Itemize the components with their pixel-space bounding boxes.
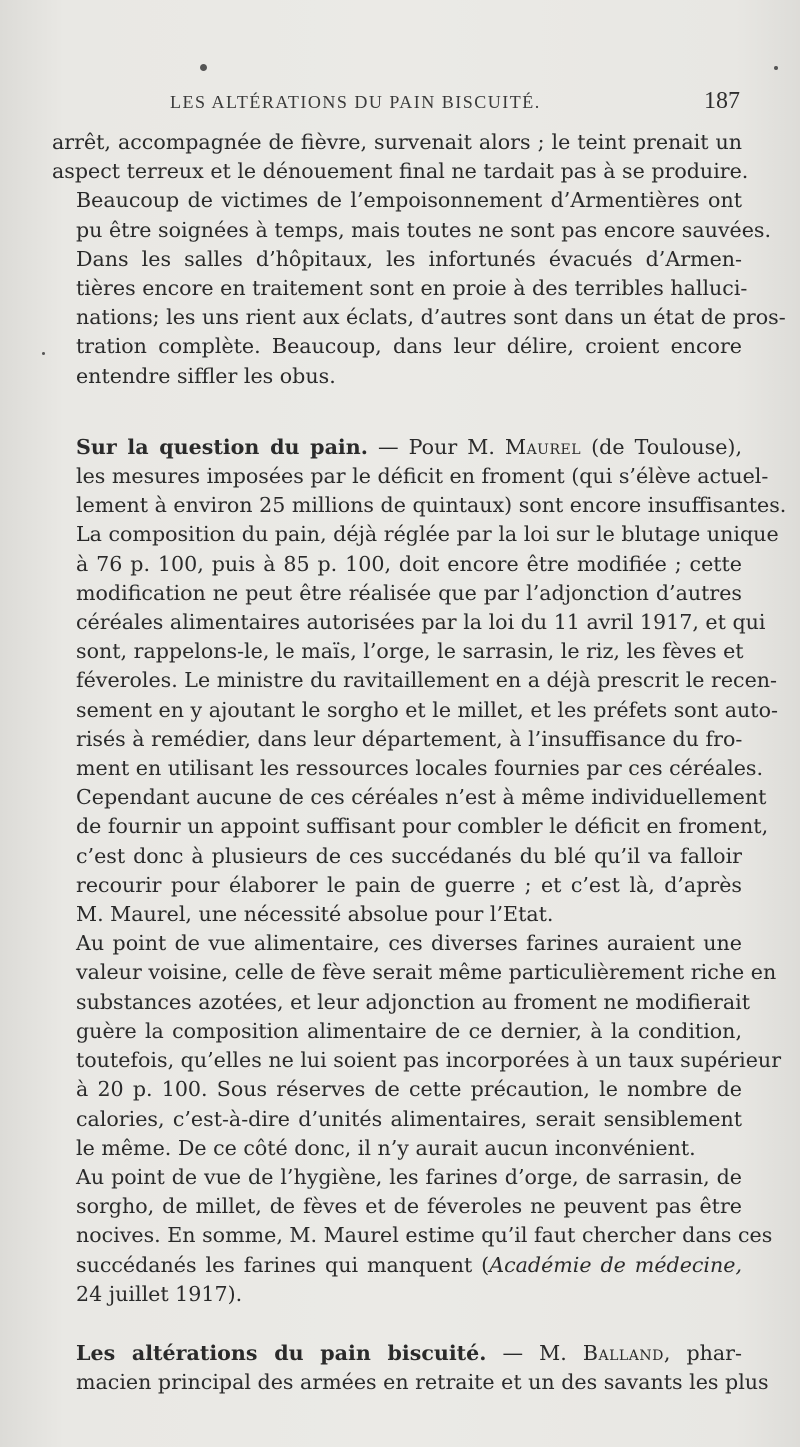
text-line: recourir pour élaborer le pain de guerre ; et c’est là, d’après [76, 872, 742, 897]
section-question-du-pain [52, 433, 787, 929]
text-line: c’est donc à plusieurs de ces succédanés du blé qu’il va falloir [76, 843, 742, 868]
page-header [170, 88, 740, 124]
paragraph-continued [52, 128, 749, 186]
body-text [52, 128, 787, 1397]
text-line: guère la composition alimentaire de ce dernier, à la condition, [76, 1018, 742, 1043]
paragraph [52, 1163, 773, 1309]
text-line: La composition du pain, déjà réglée par la loi sur le blutage unique [76, 522, 779, 547]
text-line: Sur la question du pain. — Pour M. Maurel (de Toulouse), [76, 434, 742, 459]
text-line: Dans les salles d’hôpitaux, les infortunés évacués d’Armen- [76, 246, 742, 271]
text-line: Au point de vue alimentaire, ces diverses farines auraient une [76, 931, 742, 956]
text-line: nocives. En somme, M. Maurel estime qu’il faut chercher dans ces [76, 1223, 773, 1248]
section-pain-biscuite [52, 1339, 769, 1397]
text-line: toutefois, qu’elles ne lui soient pas incorporées à un taux supérieur [76, 1048, 782, 1073]
paragraph [52, 929, 782, 1163]
text-line: ment en utilisant les ressources locales fournies par ces céréales. [76, 756, 763, 781]
author-name: Balland [582, 1340, 664, 1365]
text-line: tration complète. Beaucoup, dans leur délire, croient encore [76, 334, 742, 359]
ink-speck [42, 352, 45, 355]
text-line: sont, rappelons-le, le maïs, l’orge, le sarrasin, le riz, les fèves et [76, 639, 744, 664]
text-line: à 76 p. 100, puis à 85 p. 100, doit encore être modifiée ; cette [76, 551, 742, 576]
ink-speck [200, 64, 207, 71]
section-heading: Les altérations du pain biscuité. [76, 1340, 487, 1365]
citation: Académie de médecine, [489, 1252, 743, 1277]
text-line: céréales alimentaires autorisées par la loi du 11 avril 1917, et qui [76, 610, 766, 635]
text-line: valeur voisine, celle de fève serait même particulièrement riche en [76, 960, 777, 985]
text-line: Au point de vue de l’hygiène, les farines d’orge, de sarrasin, de [76, 1164, 742, 1189]
text-line: risés à remédier, dans leur département, à l’insuffisance du fro- [76, 726, 743, 751]
text-line: tières encore en traitement sont en proie à des terribles halluci- [76, 276, 748, 301]
text-line: féveroles. Le ministre du ravitaillement en a déjà prescrit le recen- [76, 668, 778, 693]
text-line: aspect terreux et le dénouement final ne tardait pas à se produire. [52, 159, 749, 184]
text-line: arrêt, accompagnée de fièvre, survenait alors ; le teint prenait un [52, 130, 742, 154]
text-line: les mesures imposées par le déficit en froment (qui s’élève actuel- [76, 464, 769, 489]
text-line: substances azotées, et leur adjonction au froment ne modifierait [76, 989, 750, 1014]
text-line: sement en y ajoutant le sorgho et le millet, et les préfets sont auto- [76, 697, 778, 722]
paragraph [52, 186, 772, 244]
text-line: de fournir un appoint suffisant pour combler le déficit en froment, [76, 814, 769, 839]
page-number: 187 [704, 88, 740, 114]
running-title: LES ALTÉRATIONS DU PAIN BISCUITÉ. [170, 92, 541, 112]
text-line: lement à environ 25 millions de quintaux) sont encore insuffisantes. [76, 493, 787, 518]
text-line: Les altérations du pain biscuité. — M. Balland, phar- [76, 1340, 742, 1365]
text-line: le même. De ce côté donc, il n’y aurait aucun inconvénient. [76, 1135, 696, 1160]
text-line: succédanés les farines qui manquent (Académie de médecine, [76, 1252, 743, 1277]
author-name: Maurel [504, 434, 582, 459]
ink-speck [774, 66, 778, 70]
text-line: Beaucoup de victimes de l’empoisonnement d’Armentières ont [76, 188, 742, 213]
section-heading: Sur la question du pain. [76, 434, 368, 459]
text-line: pu être soignées à temps, mais toutes ne sont pas encore sauvées. [76, 217, 772, 242]
text-line: à 20 p. 100. Sous réserves de cette précaution, le nombre de [76, 1077, 742, 1102]
text-line: modification ne peut être réalisée que par l’adjonction d’autres [76, 580, 742, 605]
text-line: macien principal des armées en retraite et un des savants les plus [76, 1370, 769, 1395]
text-line: sorgho, de millet, de fèves et de féveroles ne peuvent pas être [76, 1194, 742, 1219]
text-line: calories, c’est-à-dire d’unités alimentaires, serait sensiblement [76, 1106, 742, 1131]
text-line: nations; les uns rient aux éclats, d’autres sont dans un état de pros- [76, 305, 786, 330]
text-line: M. Maurel, une nécessité absolue pour l’Etat. [76, 902, 554, 927]
paragraph [52, 245, 786, 391]
text-line: 24 juillet 1917). [76, 1281, 243, 1306]
text-line: Cependant aucune de ces céréales n’est à même individuellement [76, 785, 767, 810]
text-line: entendre siffler les obus. [76, 363, 336, 388]
